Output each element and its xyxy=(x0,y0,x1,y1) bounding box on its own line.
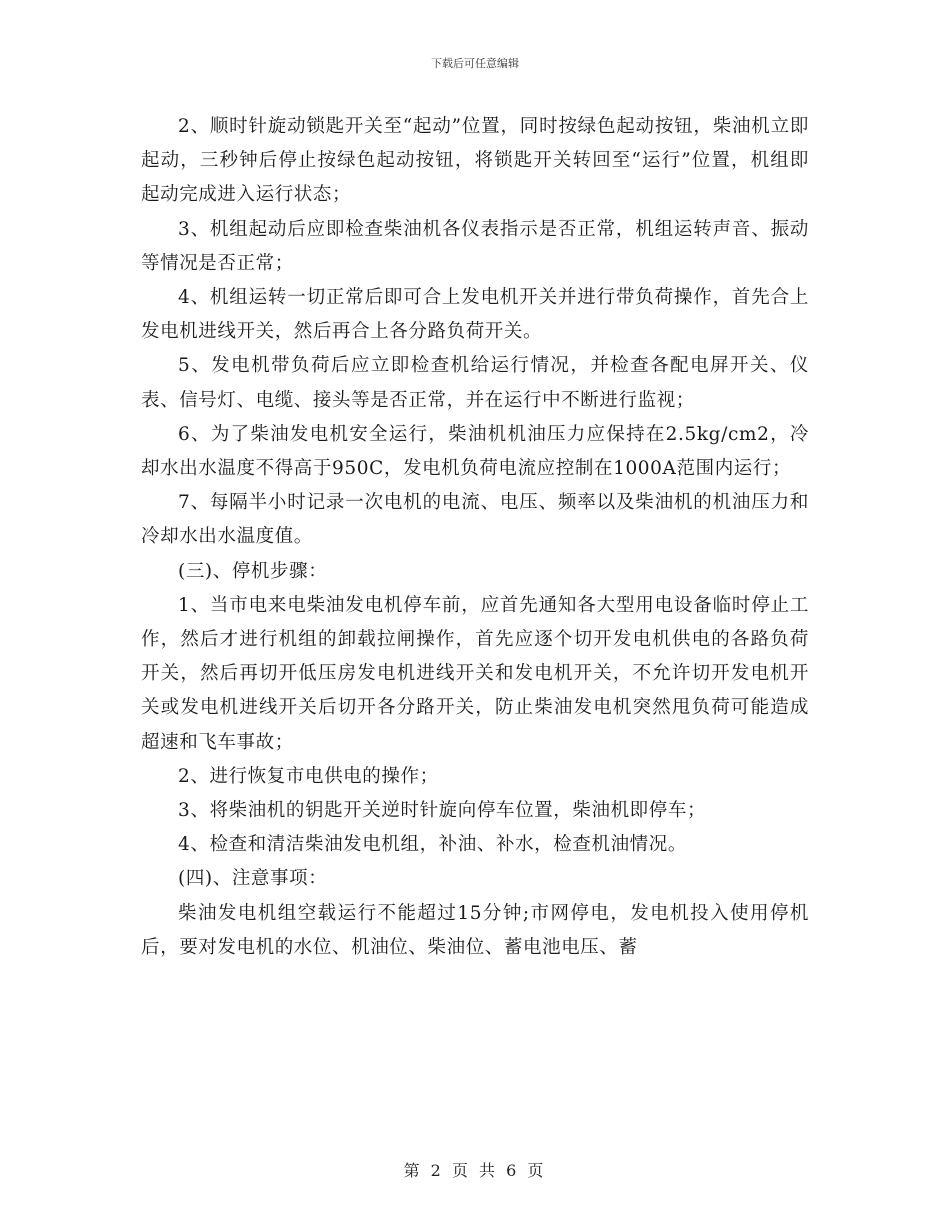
paragraph-stop-step-1: 1、当市电来电柴油发电机停车前，应首先通知各大型用电设备临时停止工作，然后才进行机组的卸载拉闸操作，首先应逐个切开发电机供电的各路负荷开关，然后再切开低压房发电机进线开关和发电机开关，不允许切开发电机开关或发电机进线开关后切开各分路开关，防止柴油发电机突然甩负荷可能造成超速和飞车事故； xyxy=(141,594,809,753)
paragraph-start-step-3: 3、机组起动后应即检查柴油机各仪表指示是否正常，机组运转声音、振动等情况是否正常； xyxy=(141,218,809,274)
paragraph-start-step-5: 5、发电机带负荷后应立即检查机给运行情况，并检查各配电屏开关、仪表、信号灯、电缆、接头等是否正常，并在运行中不断进行监视； xyxy=(141,355,809,411)
paragraph-stop-step-2: 2、进行恢复市电供电的操作； xyxy=(178,765,439,787)
paragraph-stop-step-3: 3、将柴油机的钥匙开关逆时针旋向停车位置，柴油机即停车； xyxy=(178,800,707,822)
paragraph-start-step-6: 6、为了柴油发电机安全运行，柴油机机油压力应保持在2.5kg/cm2，冷却水出水温度不得高于950C，发电机负荷电流应控制在1000A范围内运行； xyxy=(141,423,809,480)
paragraph-start-step-4: 4、机组运转一切正常后即可合上发电机开关并进行带负荷操作，首先合上发电机进线开关，然后再合上各分路负荷开关。 xyxy=(141,287,809,343)
paragraph-notes-1: 柴油发电机组空载运行不能超过15分钟;市网停电，发电机投入使用停机后，要对发电机的水位、机油位、柴油位、蓄电池电压、蓄 xyxy=(141,902,809,958)
section-heading-notes: (四)、注意事项： xyxy=(178,868,328,890)
page-footer: 第 2 页 共 6 页 xyxy=(403,1161,547,1180)
section-heading-shutdown: (三)、停机步骤： xyxy=(178,560,328,582)
paragraph-start-step-2: 2、顺时针旋动锁匙开关至“起动”位置，同时按绿色起动按钮，柴油机立即起动，三秒钟后停止按绿色起动按钮，将锁匙开关转回至“运行”位置，机组即起动完成进入运行状态； xyxy=(141,116,809,206)
page-header: 下载后可任意编辑 xyxy=(431,57,519,70)
paragraph-start-step-7: 7、每隔半小时记录一次电机的电流、电压、频率以及柴油机的机油压力和冷却水出水温度值。 xyxy=(141,492,809,548)
paragraph-stop-step-4: 4、检查和清洁柴油发电机组，补油、补水，检查机油情况。 xyxy=(178,834,687,856)
document-body xyxy=(141,110,809,965)
